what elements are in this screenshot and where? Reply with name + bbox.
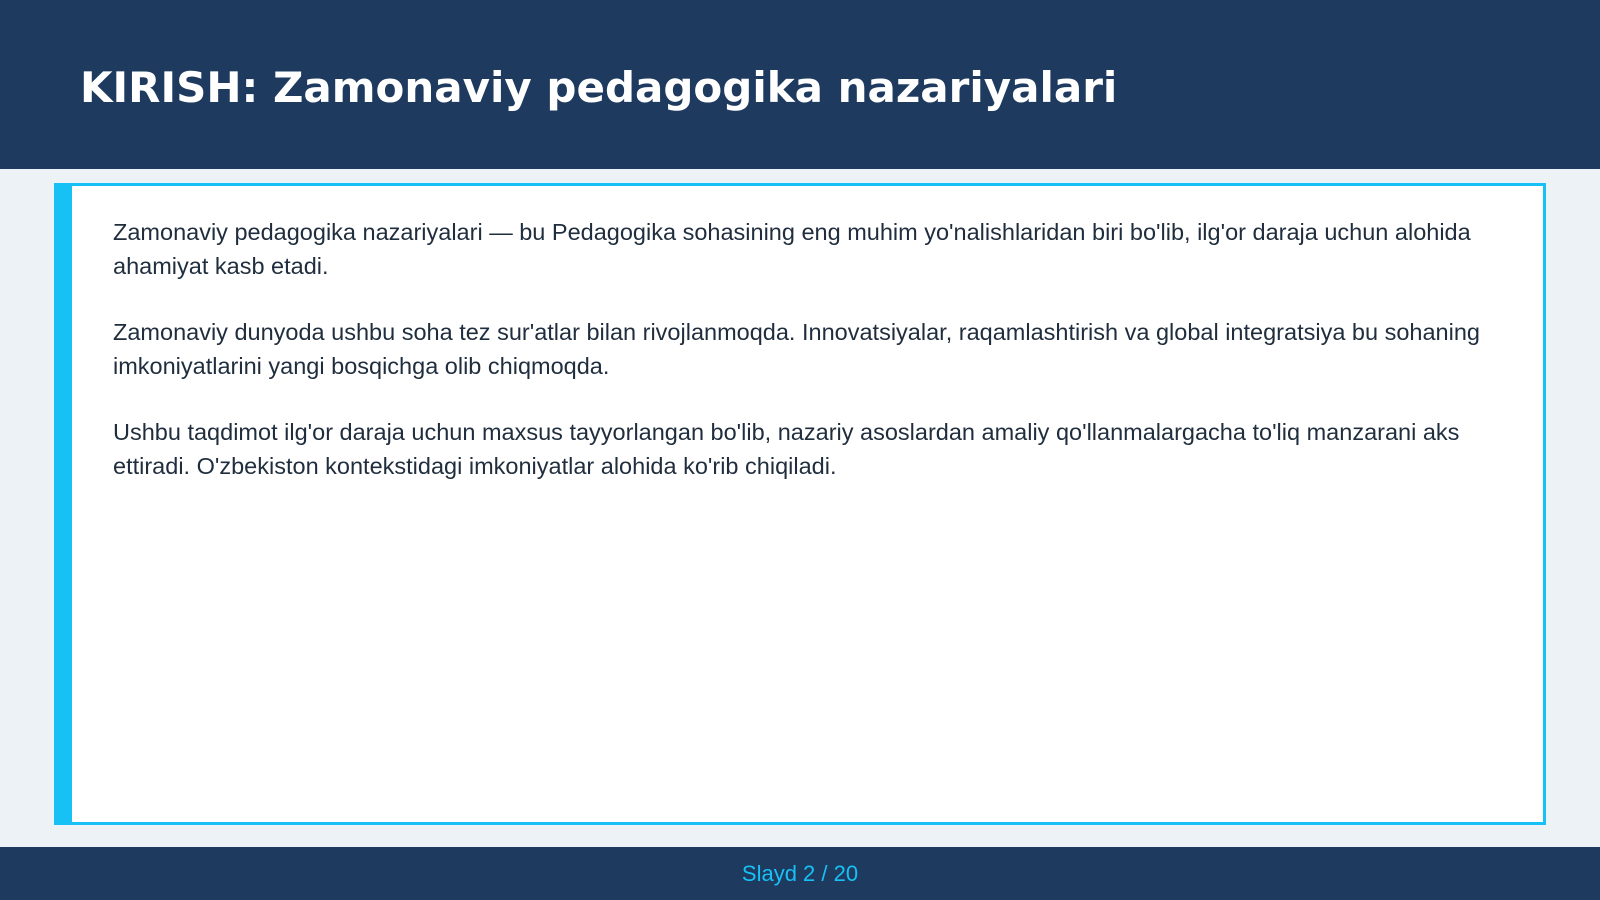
intro-paragraph-1: Zamonaviy pedagogika nazariyalari — bu Pedagogika sohasining eng muhim yo'nalishlaridan biri bo'lib, ilg'or daraja uchun alohida ahamiyat kasb etadi. (113, 219, 1471, 279)
intro-paragraph-2: Zamonaviy dunyoda ushbu soha tez sur'atlar bilan rivojlanmoqda. Innovatsiyalar, raqamlashtirish va global integratsiya bu sohaning imkoniyatlarini yangi bosqichga olib chiqmoqda. (113, 319, 1480, 379)
content-card (54, 183, 1546, 825)
slide-counter: Slayd 2 / 20 (741, 861, 859, 886)
slide-footer (0, 847, 1600, 900)
slide-header (0, 0, 1600, 169)
intro-paragraph-3: Ushbu taqdimot ilg'or daraja uchun maxsus tayyorlangan bo'lib, nazariy asoslardan amaliy qo'llanmalargacha to'liq manzarani aks ettiradi. O'zbekiston kontekstidagi imkoniyatlar alohida ko'rib chiqiladi. (113, 419, 1460, 479)
slide-title: KIRISH: Zamonaviy pedagogika nazariyalari (80, 63, 1118, 112)
